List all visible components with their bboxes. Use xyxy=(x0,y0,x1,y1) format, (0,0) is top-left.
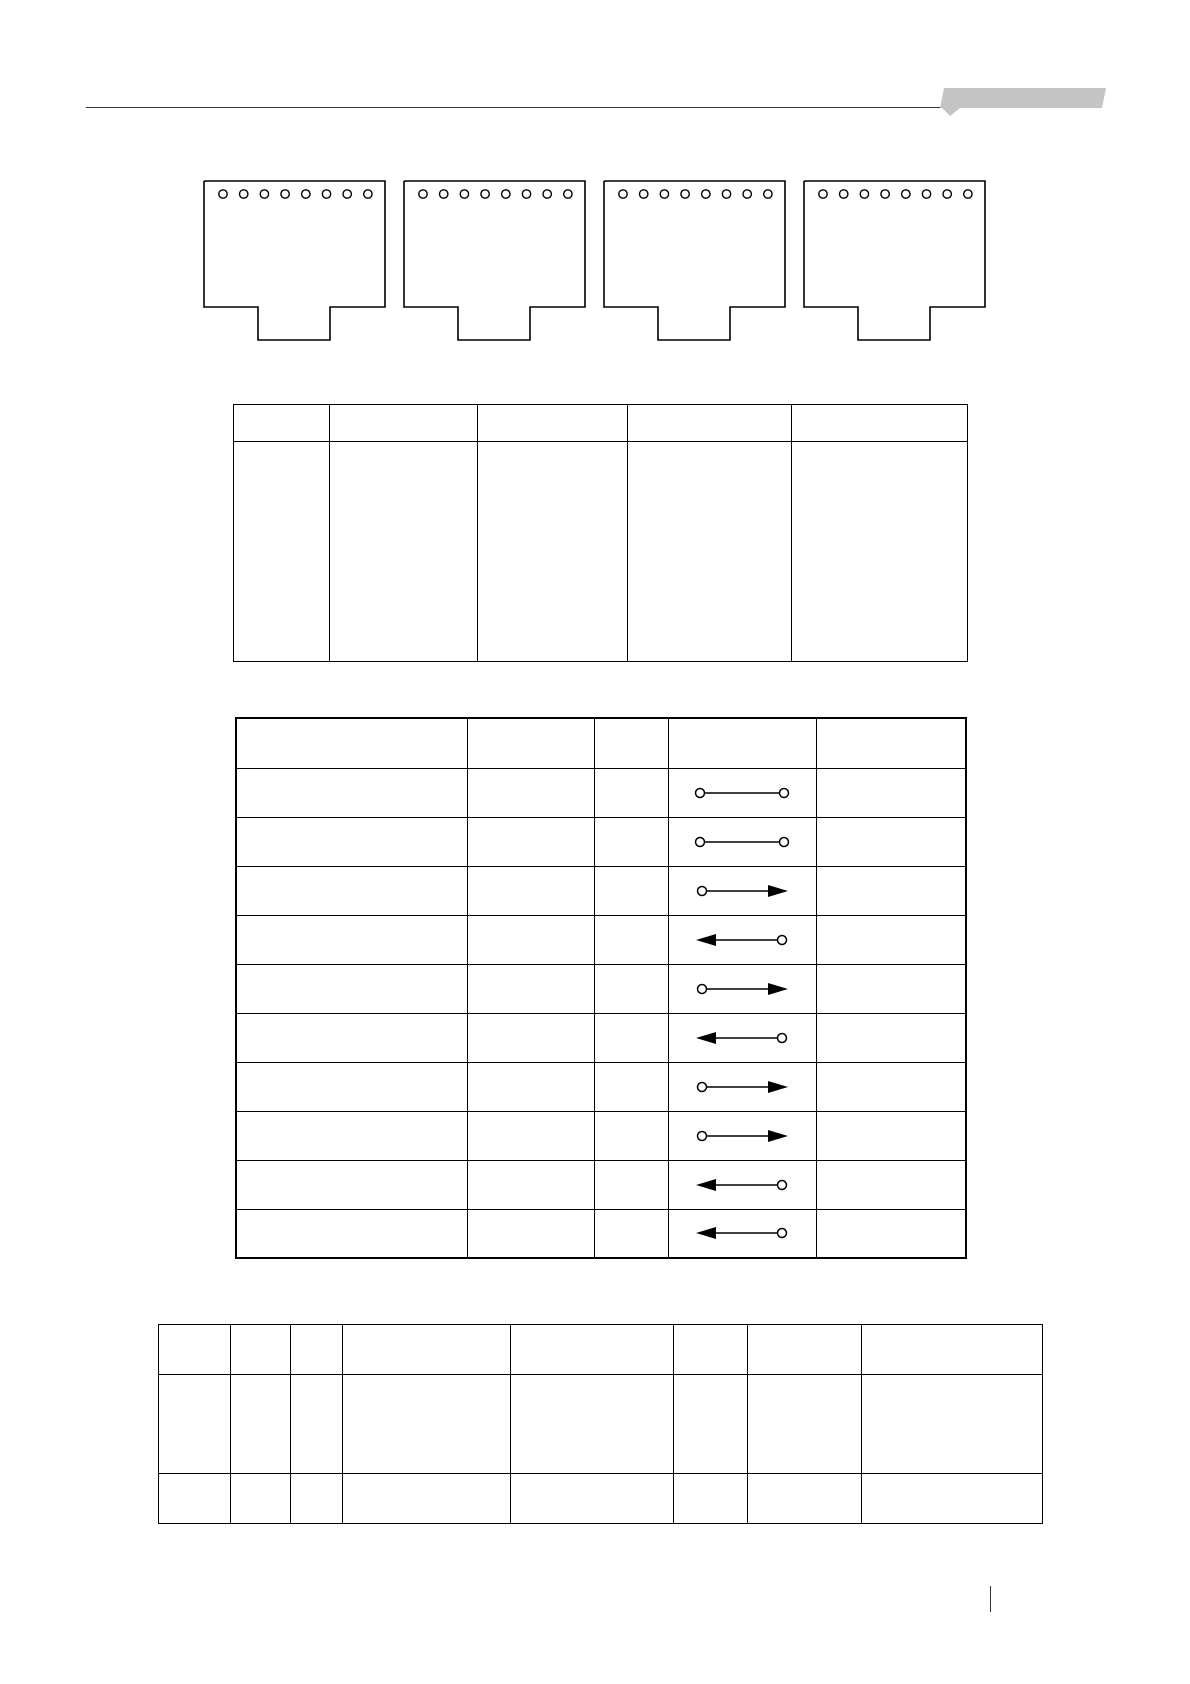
table-cell xyxy=(628,442,792,662)
direction-cell xyxy=(668,1111,816,1160)
connector-pin xyxy=(702,190,710,198)
table-cell xyxy=(816,718,966,768)
table-cell xyxy=(159,1375,231,1474)
table-cell xyxy=(159,1325,231,1375)
table-cell xyxy=(343,1325,511,1375)
table-cell xyxy=(511,1474,674,1524)
connector-pin xyxy=(881,190,889,198)
signal-direction-table xyxy=(235,717,967,1259)
table-cell xyxy=(231,1375,291,1474)
table-cell xyxy=(236,1160,467,1209)
table-row xyxy=(236,1160,966,1209)
table-cell xyxy=(231,1474,291,1524)
connector-pin xyxy=(364,190,372,198)
connector-pin xyxy=(943,190,951,198)
table-cell xyxy=(236,964,467,1013)
connector-pin xyxy=(619,190,627,198)
table-cell xyxy=(330,442,478,662)
table-cell xyxy=(236,866,467,915)
table-row xyxy=(236,1209,966,1258)
table-cell xyxy=(594,866,668,915)
connector-pin xyxy=(481,190,489,198)
table-cell xyxy=(816,1111,966,1160)
connector-pin xyxy=(240,190,248,198)
connector-pin xyxy=(343,190,351,198)
connector-pin xyxy=(922,190,930,198)
arrow-left-icon xyxy=(692,932,792,948)
connector-pin xyxy=(260,190,268,198)
pinout-table xyxy=(233,404,968,662)
table-cell xyxy=(748,1375,862,1474)
table-row xyxy=(236,964,966,1013)
connector-pin xyxy=(522,190,530,198)
arrow-right-icon xyxy=(692,1128,792,1144)
rj45-connector xyxy=(603,180,787,345)
table-cell xyxy=(816,964,966,1013)
table-cell xyxy=(478,442,628,662)
table-cell xyxy=(236,718,467,768)
table-cell xyxy=(236,1062,467,1111)
header-rule xyxy=(86,107,941,108)
table-cell xyxy=(862,1325,1043,1375)
table-cell xyxy=(467,866,594,915)
bidirectional-line-icon xyxy=(692,785,792,801)
table-cell xyxy=(594,1160,668,1209)
table-cell xyxy=(816,768,966,817)
table-cell xyxy=(478,405,628,442)
table-row xyxy=(159,1474,1043,1524)
table-cell xyxy=(594,1209,668,1258)
table-cell xyxy=(234,405,330,442)
connector-pin xyxy=(722,190,730,198)
rj45-connector xyxy=(803,180,987,345)
table-cell xyxy=(594,768,668,817)
table-cell xyxy=(236,915,467,964)
connector-outline xyxy=(404,181,585,340)
connector-outline xyxy=(804,181,985,340)
table-cell xyxy=(467,1209,594,1258)
arrow-right-icon xyxy=(692,981,792,997)
connector-pin xyxy=(460,190,468,198)
direction-cell xyxy=(668,768,816,817)
table-row xyxy=(236,1062,966,1111)
table-cell xyxy=(467,768,594,817)
direction-cell xyxy=(668,817,816,866)
table-cell xyxy=(816,866,966,915)
table-cell xyxy=(816,1062,966,1111)
connector-pin xyxy=(419,190,427,198)
arrow-right-icon xyxy=(692,883,792,899)
table-cell xyxy=(862,1375,1043,1474)
connector-pin xyxy=(219,190,227,198)
table-header-row xyxy=(236,718,966,768)
table-cell xyxy=(668,718,816,768)
connector-pin xyxy=(902,190,910,198)
connector-outline xyxy=(604,181,785,340)
direction-cell xyxy=(668,964,816,1013)
table-cell xyxy=(467,1062,594,1111)
table-row xyxy=(236,866,966,915)
table-cell xyxy=(234,442,330,662)
table-cell xyxy=(343,1474,511,1524)
table-header-row xyxy=(234,405,968,442)
table-cell xyxy=(816,817,966,866)
table-cell xyxy=(159,1474,231,1524)
direction-cell xyxy=(668,1013,816,1062)
connector-pin xyxy=(840,190,848,198)
table-row xyxy=(236,1111,966,1160)
table-cell xyxy=(467,1111,594,1160)
table-cell xyxy=(330,405,478,442)
connector-pin xyxy=(302,190,310,198)
table-cell xyxy=(792,442,968,662)
table-cell xyxy=(594,817,668,866)
connector-pin xyxy=(502,190,510,198)
table-cell xyxy=(816,1160,966,1209)
arrow-left-icon xyxy=(692,1177,792,1193)
table-cell xyxy=(594,718,668,768)
header-tab-decoration xyxy=(936,86,1106,118)
table-row xyxy=(234,442,968,662)
table-cell xyxy=(594,915,668,964)
connector-pin xyxy=(819,190,827,198)
direction-cell xyxy=(668,915,816,964)
table-cell xyxy=(231,1325,291,1375)
table-cell xyxy=(467,718,594,768)
table-cell xyxy=(467,817,594,866)
table-row xyxy=(236,768,966,817)
table-row xyxy=(236,817,966,866)
rj45-connector xyxy=(403,180,587,345)
table-cell xyxy=(236,817,467,866)
table-cell xyxy=(291,1375,343,1474)
table-cell xyxy=(236,768,467,817)
connector-pin xyxy=(322,190,330,198)
table-cell xyxy=(467,915,594,964)
connector-outline xyxy=(204,181,385,340)
table-cell xyxy=(343,1375,511,1474)
connector-pin xyxy=(281,190,289,198)
table-row xyxy=(159,1375,1043,1474)
page-number-divider xyxy=(990,1586,991,1612)
table-cell xyxy=(291,1325,343,1375)
arrow-left-icon xyxy=(692,1225,792,1241)
table-cell xyxy=(816,915,966,964)
table-cell xyxy=(594,964,668,1013)
connector-pin xyxy=(440,190,448,198)
table-cell xyxy=(594,1111,668,1160)
rj45-connector xyxy=(203,180,387,345)
table-cell xyxy=(816,1013,966,1062)
table-cell xyxy=(628,405,792,442)
table-header-row xyxy=(159,1325,1043,1375)
table-cell xyxy=(236,1111,467,1160)
direction-cell xyxy=(668,1062,816,1111)
table-cell xyxy=(236,1013,467,1062)
table-cell xyxy=(816,1209,966,1258)
connector-pin xyxy=(564,190,572,198)
table-row xyxy=(236,915,966,964)
table-cell xyxy=(862,1474,1043,1524)
bidirectional-line-icon xyxy=(692,834,792,850)
table-cell xyxy=(594,1062,668,1111)
table-cell xyxy=(748,1325,862,1375)
spec-table xyxy=(158,1324,1043,1524)
table-cell xyxy=(467,1013,594,1062)
table-cell xyxy=(236,1209,467,1258)
direction-cell xyxy=(668,866,816,915)
table-cell xyxy=(748,1474,862,1524)
table-row xyxy=(236,1013,966,1062)
table-cell xyxy=(674,1325,748,1375)
arrow-right-icon xyxy=(692,1079,792,1095)
table-cell xyxy=(291,1474,343,1524)
table-cell xyxy=(467,1160,594,1209)
table-cell xyxy=(594,1013,668,1062)
table-cell xyxy=(511,1375,674,1474)
table-cell xyxy=(674,1375,748,1474)
table-cell xyxy=(674,1474,748,1524)
connector-pin xyxy=(764,190,772,198)
connector-pin xyxy=(681,190,689,198)
direction-cell xyxy=(668,1160,816,1209)
connector-pin xyxy=(743,190,751,198)
connector-pin xyxy=(660,190,668,198)
connector-pin xyxy=(543,190,551,198)
connector-pin xyxy=(964,190,972,198)
connector-pin xyxy=(860,190,868,198)
arrow-left-icon xyxy=(692,1030,792,1046)
table-cell xyxy=(792,405,968,442)
direction-cell xyxy=(668,1209,816,1258)
table-cell xyxy=(467,964,594,1013)
connector-pin xyxy=(640,190,648,198)
table-cell xyxy=(511,1325,674,1375)
